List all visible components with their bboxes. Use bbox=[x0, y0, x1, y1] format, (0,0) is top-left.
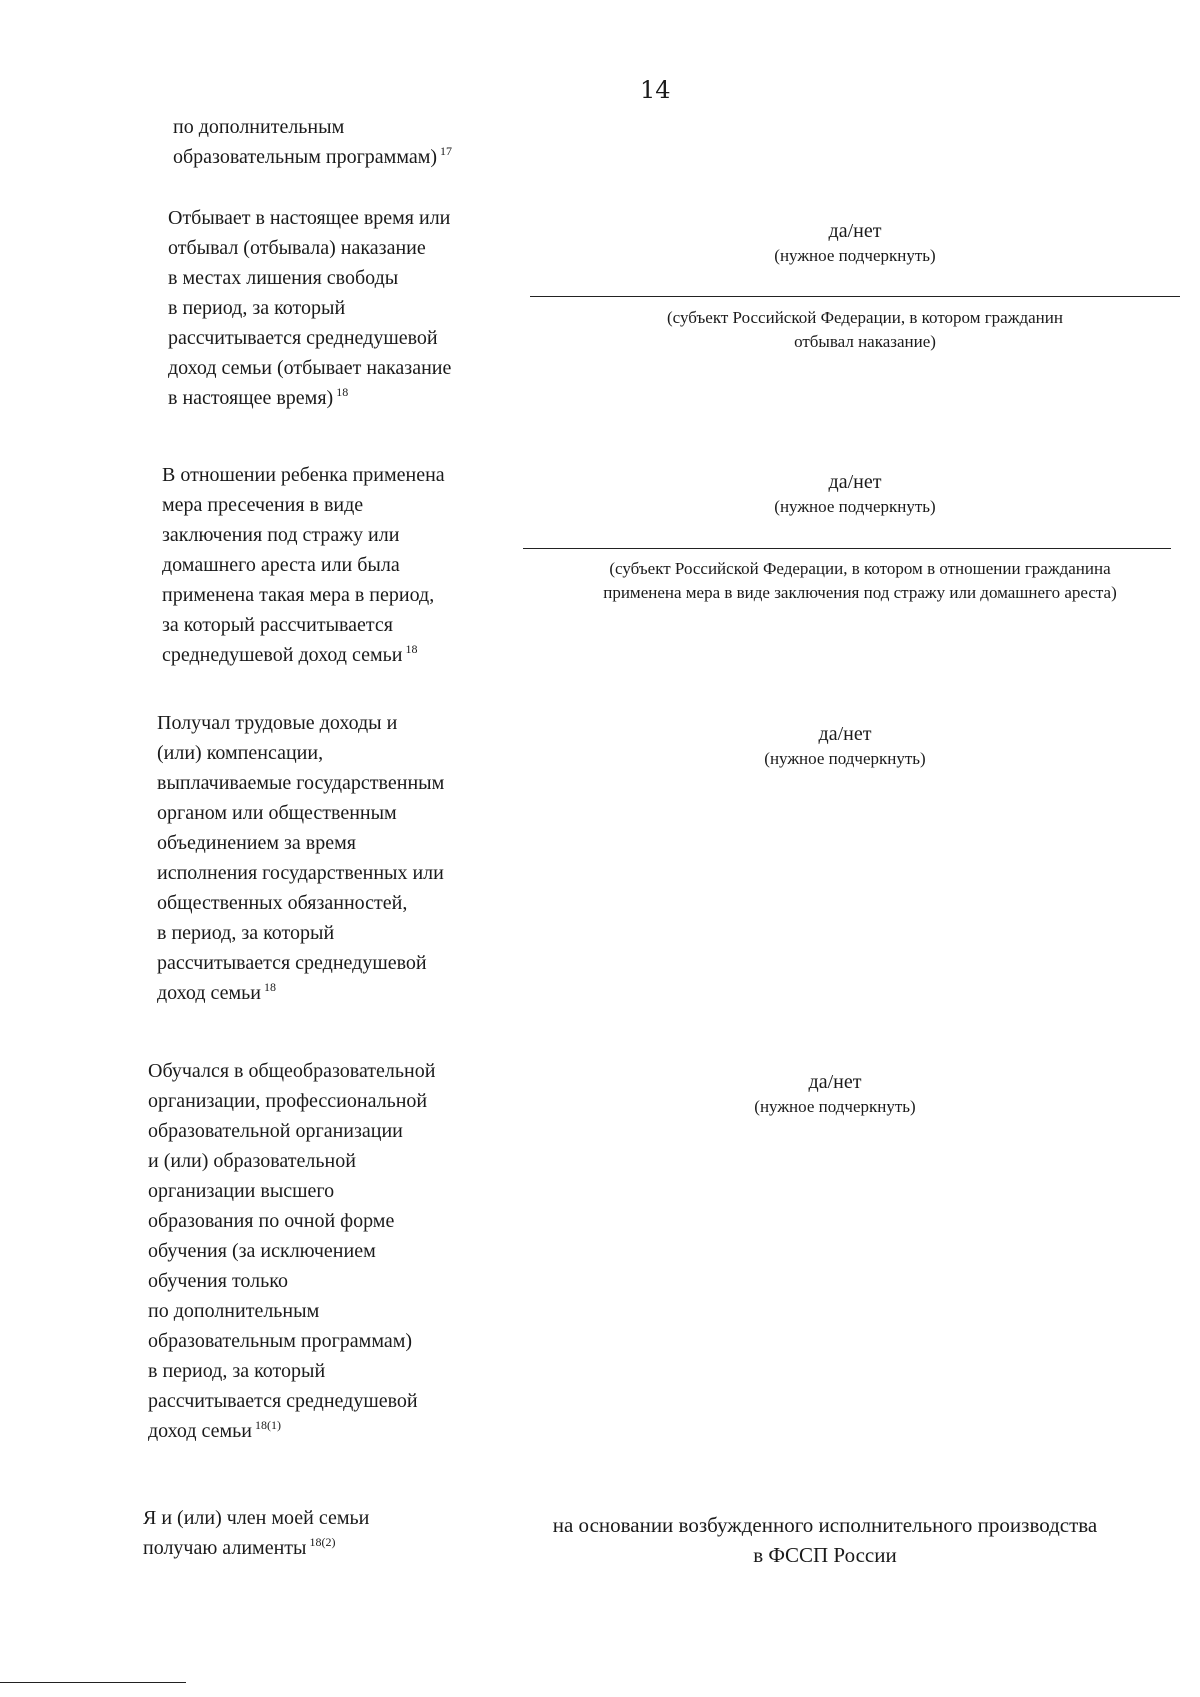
footnote-ref: 18 bbox=[405, 642, 418, 657]
answer-imprisonment bbox=[640, 218, 1070, 268]
question-imprisonment bbox=[168, 203, 451, 413]
footnote-ref: 18(2) bbox=[309, 1535, 336, 1550]
yes-no-choice[interactable]: да/нет bbox=[808, 1071, 862, 1093]
page-number: 14 bbox=[640, 76, 671, 104]
underline-hint: (нужное подчеркнуть) bbox=[754, 1097, 916, 1116]
underline-hint: (нужное подчеркнуть) bbox=[774, 246, 936, 265]
answer-labor-income bbox=[630, 721, 1060, 771]
question-text: Получал трудовые доходы и (или) компенсации, выплачиваемые государственным органом или общественным объединением за время исполнения государственных или общественных обязанностей, в период, за который рассчитывается среднедушевой доход семьи bbox=[157, 712, 445, 1004]
question-full-time-study bbox=[148, 1056, 435, 1446]
alimony-basis: на основании возбужденного исполнительного производства в ФССП России bbox=[552, 1513, 1098, 1567]
question-text: Обучался в общеобразовательной организации, профессиональной образовательной организации и (или) образовательной организации высшего образования по очной форме обучения (за исключением обучения только по дополнительным образовательным программам) в период, за который рассчитывается среднедушевой доход семьи bbox=[148, 1060, 436, 1442]
answer-detention bbox=[640, 469, 1070, 519]
question-text: Отбывает в настоящее время или отбывал (отбывала) наказание в местах лишения свободы в период, за который рассчитывается среднедушевой доход семьи (отбывает наказание в настоящее время) bbox=[168, 207, 452, 409]
region-input-line[interactable] bbox=[530, 296, 1180, 297]
region-caption: (субъект Российской Федерации, в котором гражданин отбывал наказание) bbox=[667, 308, 1063, 351]
question-text: Я и (или) член моей семьи получаю алименты bbox=[143, 1507, 370, 1559]
region-caption: (субъект Российской Федерации, в котором в отношении гражданина применена мера в виде заключения под стражу или домашнего ареста) bbox=[603, 559, 1117, 602]
underline-hint: (нужное подчеркнуть) bbox=[764, 749, 926, 768]
footnote-ref: 18 bbox=[264, 980, 276, 995]
question-detention bbox=[162, 460, 445, 670]
yes-no-choice[interactable]: да/нет bbox=[828, 220, 882, 242]
question-alimony bbox=[143, 1503, 369, 1563]
question-labor-income bbox=[157, 708, 444, 1008]
footnote-ref: 18 bbox=[336, 385, 349, 400]
yes-no-choice[interactable]: да/нет bbox=[818, 723, 872, 745]
yes-no-choice[interactable]: да/нет bbox=[828, 471, 882, 493]
footnote-divider bbox=[0, 1682, 186, 1683]
continuation-body: по дополнительным образовательным программам) bbox=[173, 116, 438, 168]
underline-hint: (нужное подчеркнуть) bbox=[774, 497, 936, 516]
question-text: В отношении ребенка применена мера пресечения в виде заключения под стражу или домашнего ареста или была применена такая мера в период, за который рассчитывается среднедушевой доход семьи bbox=[162, 464, 445, 666]
answer-full-time-study bbox=[620, 1069, 1050, 1119]
footnote-ref: 18(1) bbox=[255, 1418, 281, 1433]
footnote-ref: 17 bbox=[440, 144, 453, 159]
region-input-line[interactable] bbox=[523, 548, 1171, 549]
continuation-text bbox=[173, 112, 452, 172]
